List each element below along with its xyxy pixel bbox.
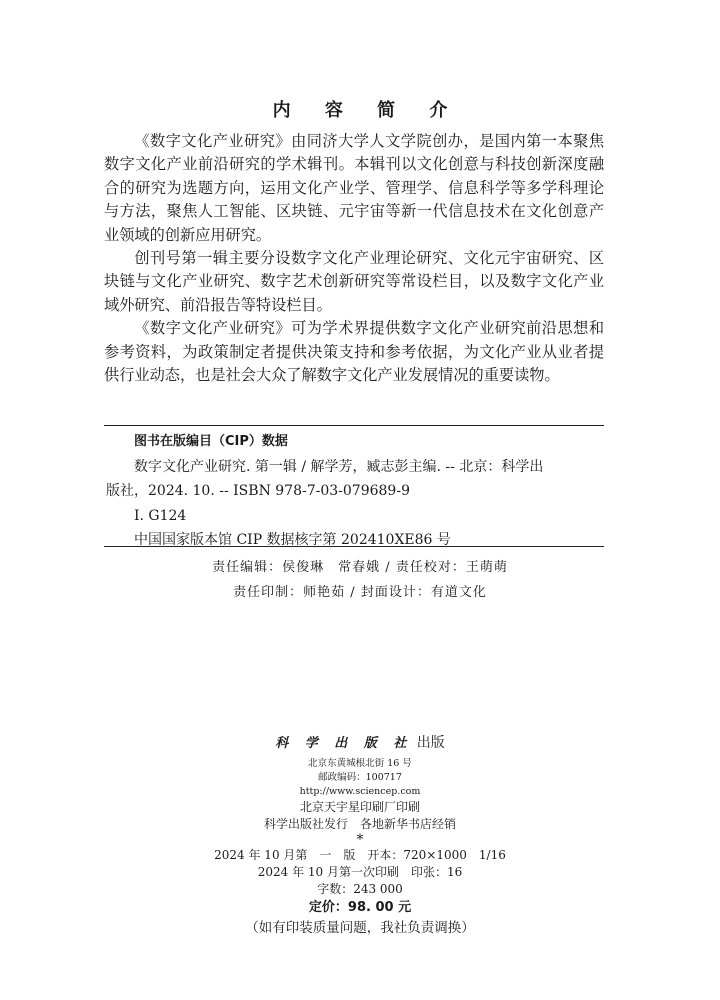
cip-top-rule — [104, 425, 604, 426]
edition-line: 2024 年 10 月第 一 版 开本：720×1000 1/16 — [214, 848, 506, 862]
page-title: 内 容 简 介 — [272, 100, 462, 121]
publisher-line — [0, 730, 720, 757]
publisher-logo-text: 科 学 出 版 社 — [275, 736, 413, 751]
distribution-line: 科学出版社发行 各地新华书店经销 — [263, 817, 456, 831]
intro-paragraph: 《数字文化产业研究》可为学术界提供数字文化产业研究前沿思想和参考资料，为政策制定者提供决策支持和参考依据，为文化产业从业者提供行业动态，也是社会大众了解数字文化产业发展情况的重要读物。 — [104, 319, 604, 385]
intro-text — [104, 130, 604, 387]
cip-bottom-rule — [104, 546, 604, 547]
cip-verification: 中国国家版本馆 CIP 数据核字第 202410XE86 号 — [134, 532, 451, 548]
cip-entry-line: 版社，2024. 10. -- ISBN 978-7-03-079689-9 — [106, 483, 410, 499]
intro-paragraph: 《数字文化产业研究》由同济大学人文学院创办，是国内第一本聚焦数字文化产业前沿研究的学术辑刊。本辑刊以文化创意与科技创新深度融合的研究为选题方向，运用文化产业学、管理学、信息科学等多学科理论与方法，聚焦人工智能、区块链、元宇宙等新一代信息技术在文化创意产业领域的创新应用研究。 — [104, 132, 604, 244]
word-count: 字数：243 000 — [317, 882, 403, 896]
quality-notice: （如有印装质量问题，我社负责调换） — [245, 920, 475, 936]
publisher-address: 北京东黄城根北街 16 号 — [308, 758, 412, 769]
production-credits: 责任印制：师艳茹 / 封面设计：有道文化 — [233, 585, 487, 600]
cip-data-block — [106, 430, 604, 553]
price: 定价：98. 00 元 — [308, 900, 412, 915]
printing-line: 2024 年 10 月第一次印刷 印张：16 — [257, 865, 463, 879]
publisher-suffix: 出版 — [416, 735, 445, 751]
cip-heading: 图书在版编目（CIP）数据 — [134, 434, 288, 449]
separator-star: * — [356, 832, 364, 848]
publication-info — [0, 730, 720, 938]
intro-paragraph: 创刊号第一辑主要分设数字文化产业理论研究、文化元宇宙研究、区块链与文化产业研究、数字艺术创新研究等常设栏目，以及数字文化产业域外研究、前沿报告等特设栏目。 — [104, 249, 604, 314]
cip-classification: Ⅰ. G124 — [134, 507, 187, 524]
publisher-website: http://www.sciencep.com — [299, 786, 421, 797]
printer-line: 北京天宇星印刷厂印刷 — [299, 800, 420, 814]
editor-credits: 责任编辑：侯俊琳 常春娥 / 责任校对：王萌萌 — [212, 560, 508, 575]
cip-entry-line: 数字文化产业研究. 第一辑 / 解学芳，臧志彭主编. -- 北京：科学出 — [134, 458, 544, 475]
publisher-postcode: 邮政编码：100717 — [318, 772, 402, 783]
